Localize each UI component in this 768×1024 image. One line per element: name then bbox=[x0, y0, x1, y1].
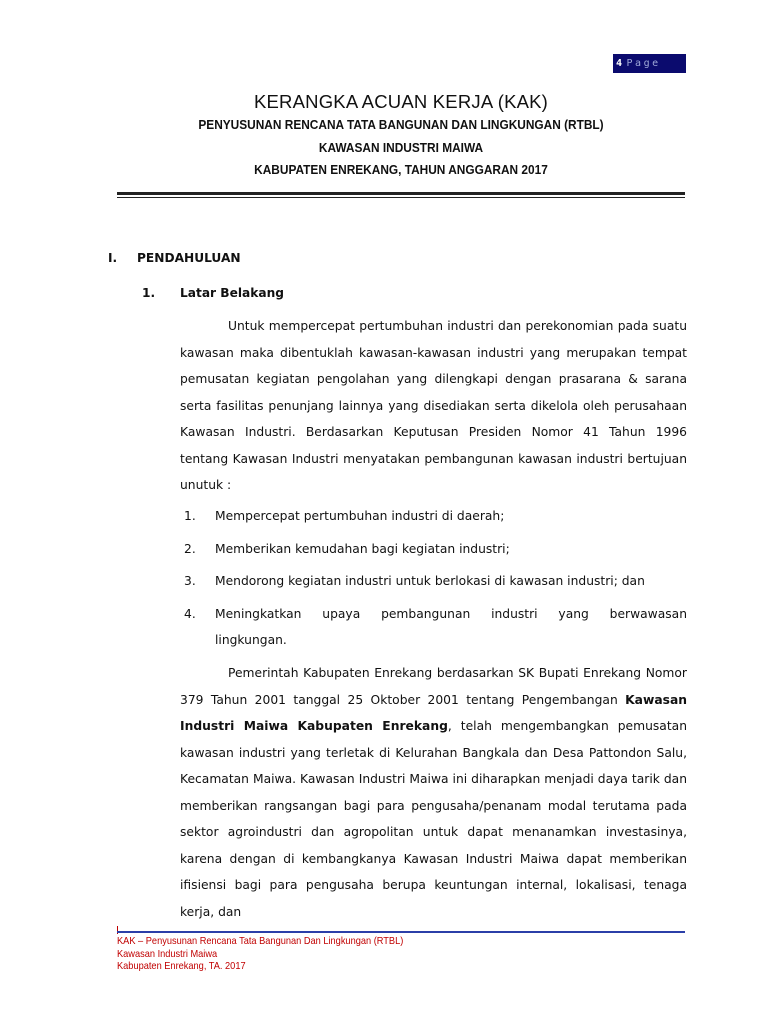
list-item-text: Mempercepat pertumbuhan industri di daerah; bbox=[215, 509, 505, 523]
list-item-number: 1. bbox=[184, 509, 196, 523]
list-item-text: Memberikan kemudahan bagi kegiatan industri; bbox=[215, 541, 510, 556]
paragraph-background-text-1: Pemerintah Kabupaten Enrekang berdasarkan SK Bupati Enrekang Nomor 379 Tahun 2001 tanggal 25 Oktober 2001 tentang Pengembangan bbox=[180, 666, 687, 707]
list-item-number: 4. bbox=[184, 606, 196, 621]
page-label: Page bbox=[626, 58, 661, 69]
list-item bbox=[180, 601, 687, 654]
list-item-text: Meningkatkan upaya pembangunan industri yang berwawasan bbox=[215, 606, 687, 621]
paragraph-intro bbox=[180, 313, 687, 499]
footer-line-3: Kabupaten Enrekang, TA. 2017 bbox=[117, 960, 246, 972]
header-divider-thick bbox=[117, 192, 685, 195]
page-footer bbox=[117, 935, 403, 973]
list-item-text: Mendorong kegiatan industri untuk berlokasi di kawasan industri; dan bbox=[215, 574, 645, 588]
list-item bbox=[180, 536, 687, 563]
header-divider-thin bbox=[117, 197, 685, 198]
list-item bbox=[180, 503, 687, 530]
subsection-title: Latar Belakang bbox=[180, 286, 284, 300]
section-number: I. bbox=[108, 251, 118, 265]
list-item-number: 3. bbox=[184, 574, 196, 588]
paragraph-background bbox=[180, 660, 687, 925]
header-line-2: KAWASAN INDUSTRI MAIWA bbox=[318, 139, 484, 155]
objectives-list bbox=[180, 503, 687, 660]
page-number-badge bbox=[613, 54, 686, 73]
paragraph-background-emphasis: Kawasan Industri Maiwa Kabupaten Enrekang bbox=[180, 692, 687, 733]
list-item-number: 2. bbox=[184, 541, 196, 556]
document-title: KERANGKA ACUAN KERJA (KAK) bbox=[253, 91, 549, 112]
header-line-3: KABUPATEN ENREKANG, TAHUN ANGGARAN 2017 bbox=[254, 162, 548, 177]
list-item bbox=[180, 568, 687, 595]
paragraph-intro-text: Untuk mempercepat pertumbuhan industri dan perekonomian pada suatu kawasan maka dibentuklah kawasan-kawasan industri yang merupakan tempat pemusatan kegiatan pengolahan yang dilengkapi dengan prasarana & sarana serta fasilitas penunjang lainnya yang disediakan serta dikelola oleh perusahaan Kawasan Industri. Berdasarkan Keputusan Presiden Nomor 41 Tahun 1996 tentang Kawasan Industri menyatakan pembangunan kawasan industri bertujuan unutuk : bbox=[180, 319, 687, 492]
page-number: 4 bbox=[616, 58, 625, 69]
subsection-number: 1. bbox=[142, 286, 156, 300]
footer-divider bbox=[117, 931, 685, 933]
section-title: PENDAHULUAN bbox=[137, 251, 241, 265]
paragraph-background-text-2: , telah mengembangkan pemusatan kawasan industri yang terletak di Kelurahan Bangkala dan Desa Pattondon Salu, Kecamatan Maiwa. Kawasan Industri Maiwa ini diharapkan menjadi daya tarik dan memberikan rangsangan bagi para pengusaha/penanam modal terutama pada sektor agroindustri dan agropolitan untuk dapat menanamkan investasinya, karena dengan di kembangkanya Kawasan Industri Maiwa dapat memberikan ifisiensi bagi para pengusaha berupa keuntungan internal, lokalisasi, tenaga kerja, dan bbox=[180, 719, 687, 919]
list-item-text-continued: lingkungan. bbox=[215, 633, 287, 647]
footer-line-1: KAK – Penyusunan Rencana Tata Bangunan Dan Lingkungan (RTBL) bbox=[117, 935, 404, 947]
footer-line-2: Kawasan Industri Maiwa bbox=[117, 947, 218, 960]
document-header bbox=[117, 90, 685, 182]
header-line-1: PENYUSUNAN RENCANA TATA BANGUNAN DAN LINGKUNGAN (RTBL) bbox=[198, 117, 604, 132]
